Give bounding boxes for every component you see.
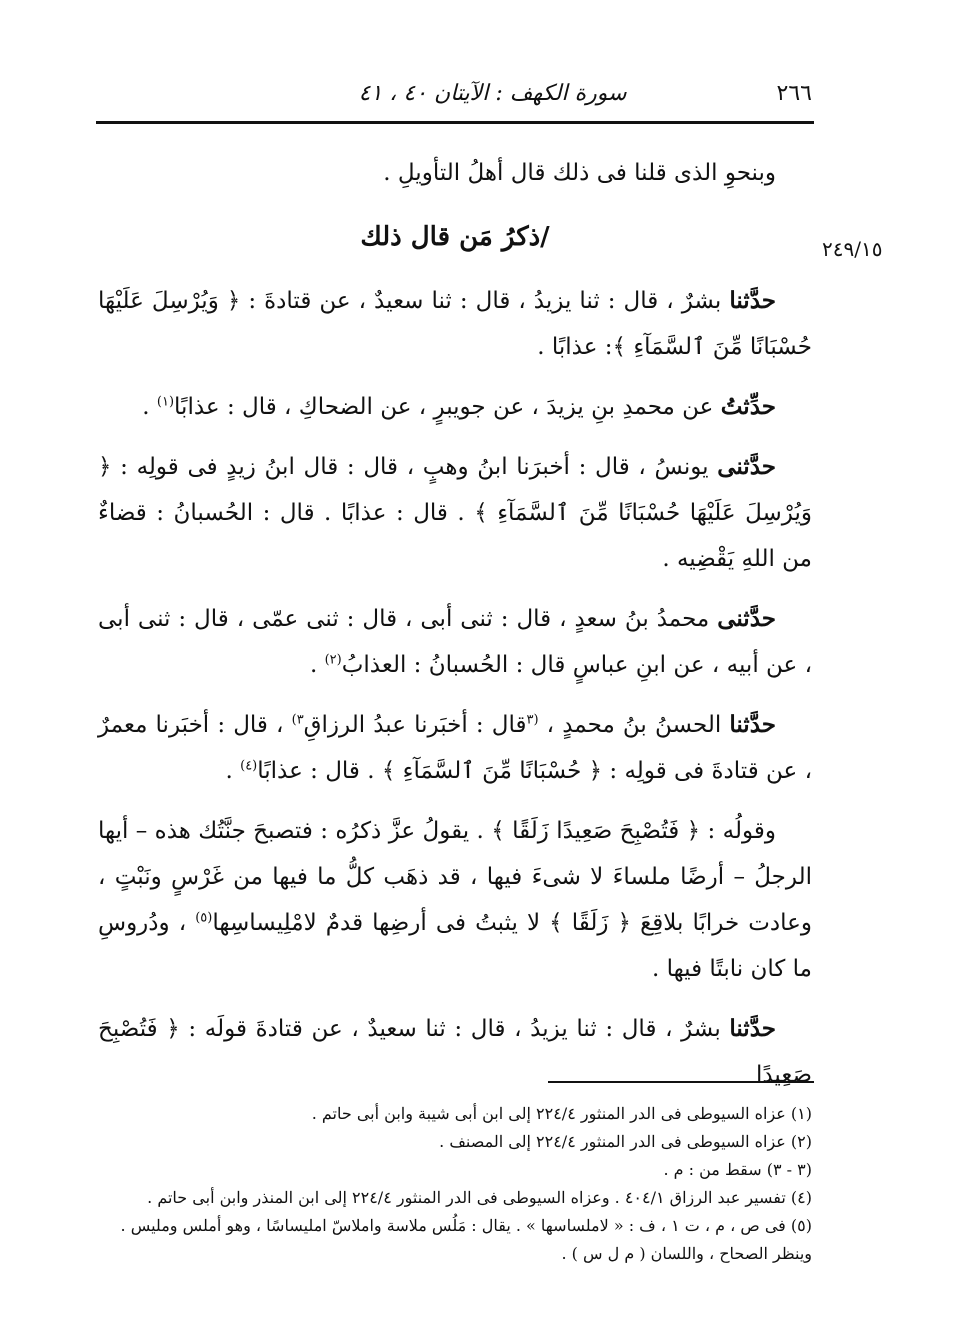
narration-lead: حدَّثنى [717, 453, 776, 480]
hadith-paragraph-7 [98, 1006, 812, 1098]
hadith-paragraph-2 [98, 384, 812, 430]
footnote-3: (٣ - ٣) سقط من : م . [663, 1160, 812, 1179]
footnote-marker: (٢) [324, 652, 342, 668]
narration-text: عن محمدِ بنِ يزيدَ ، عن جويبرٍ ، عن الضحاكِ ، قال : عذابًا [174, 394, 721, 420]
narration-end: . [142, 394, 157, 420]
footnotes [98, 1100, 812, 1268]
footnote-2: (٢) عزاه السيوطى فى الدر المنثور ٢٢٤/٤ إلى المصنف . [439, 1132, 812, 1151]
narration-end: . [225, 758, 241, 784]
footnote-marker: (٤) [240, 758, 258, 774]
narration-lead: حدَّثنا [729, 711, 776, 738]
commentary-text: وقولُه : ﴿ فَتُصْبِحَ صَعِيدًا زَلَقًا ﴾ . يقولُ عزَّ ذكرُه : فتصبحَ جنَّتُك هذه – أيها الرجلُ – أرضًا ملساءَ لا شىءَ فيها ، قد ذهَب كلُّ ما فيها من غَرْسٍ ونَبْتٍ ، وعادت خرابًا بلاقِعَ ﴿ زَلَقًا ﴾ لا يثبتُ فى أرضِها قدمٌ لامْلِيساسِها [98, 818, 812, 936]
narration-lead: حدَّثنى [717, 605, 776, 632]
footnote-marker: (١) [156, 394, 175, 410]
header-rule [96, 121, 814, 124]
footnote-5: (٥) فى ص ، م ، ت ١ ، ف : « لاملساسها » . يقال : مَلُس ملاسة واملاسّ امليساسًا ، وهو أملس ومليس . وينظر الصحاح ، واللسان ( م ل س ) . [120, 1216, 812, 1263]
commentary-text: ، ودُروسِ ما كان نابتًا فيها . [98, 910, 812, 982]
footnote-4: (٤) تفسير عبد الرزاق ٤٠٤/١ . وعزاه السيوطى فى الدر المنثور ٢٢٤/٤ إلى ابن المنذر وابن أبى حاتم . [147, 1188, 812, 1207]
main-text [98, 150, 812, 1112]
narration-lead: حدِّثتُ [720, 393, 776, 420]
running-title: سورة الكهف : الآيتان ٤٠ ، ٤١ [358, 81, 627, 106]
narration-text: بشرٌ ، قال : ثنا يزيدُ ، قال : ثنا سعيدٌ ، عن قتادةَ : ﴿ وَيُرْسِلَ عَلَيْهَا حُسْبَانًا مِّنَ ٱلسَّمَآءِ ﴾: عذابًا . [98, 288, 812, 360]
narration-text: بشرٌ ، قال : ثنا يزيدُ ، قال : ثنا سعيدٌ ، عن قتادةَ قولَه : ﴿ فَتُصْبِحَ صَعِيدًا [98, 1016, 812, 1088]
narration-text: يونسُ ، قال : أخبرَنا ابنُ وهبٍ ، قال : قال ابنُ زيدٍ فى قولِه : ﴿ وَيُرْسِلَ عَلَيْهَا حُسْبَانًا مِّنَ ٱلسَّمَآءِ ﴾ . قال : عذابًا . قال : الحُسبانُ : قضاءٌ من اللهِ يَقْضِيه . [98, 454, 812, 572]
narration-text: قال : أخبَرنا عبدُ الرزاقِ [303, 712, 527, 738]
margin-reference: ٢٤٩/١٥ [822, 237, 883, 261]
narration-end: . [309, 652, 325, 678]
narration-text: محمدُ بنُ سعدٍ ، قال : ثنى أبى ، قال : ثنى عمّى ، قال : ثنى أبى ، عن أبيه ، عن ابنِ عباسٍ قال : الحُسبانُ : العذابُ [98, 606, 812, 678]
narration-lead: حدَّثنا [729, 1015, 776, 1042]
section-heading: /ذكرُ مَن قال ذلك [360, 222, 550, 252]
hadith-paragraph-1 [98, 278, 812, 370]
footnote-marker: (٣ [526, 712, 539, 728]
narration-text: الحسنُ بنُ محمدٍ ، [538, 712, 730, 738]
hadith-paragraph-5 [98, 702, 812, 794]
page-number: ٢٦٦ [776, 81, 812, 106]
narration-lead: حدَّثنا [729, 287, 776, 314]
narration-text: ، قال : أخبَرنا معمرٌ ، عن قتادةَ فى قولِه : ﴿ حُسْبَانًا مِّنَ ٱلسَّمَآءِ ﴾ . قال : عذابًا [98, 712, 812, 784]
running-header [98, 72, 812, 106]
commentary-paragraph [98, 808, 812, 992]
footnote-marker: ٣) [291, 712, 304, 728]
footnote-1: (١) عزاه السيوطى فى الدر المنثور ٢٢٤/٤ إلى ابن أبى شيبة وابن أبى حاتم . [311, 1104, 812, 1123]
footnote-rule [548, 1081, 814, 1083]
footnote-marker: (٥) [195, 910, 213, 926]
hadith-paragraph-3 [98, 444, 812, 582]
intro-paragraph: وبنحوِ الذى قلنا فى ذلك قال أهلُ التأويلِ . [383, 160, 776, 186]
hadith-paragraph-4 [98, 596, 812, 688]
